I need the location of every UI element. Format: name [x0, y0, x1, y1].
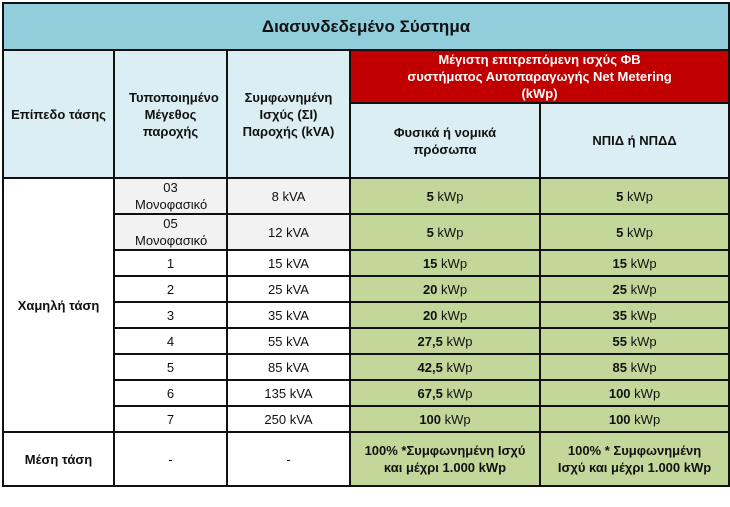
cell-public-entities: 100 kWp — [540, 380, 729, 406]
cell-supply-size: 5 — [114, 354, 227, 380]
cell-public-entities: 85 kWp — [540, 354, 729, 380]
cell-supply-size: - — [114, 432, 227, 486]
cell-natural-legal: 15 kWp — [350, 250, 540, 276]
cell-natural-legal: 67,5 kWp — [350, 380, 540, 406]
table-row-medium-voltage — [3, 432, 729, 486]
cell-natural-legal: 5 kWp — [350, 178, 540, 214]
net-metering-table — [2, 2, 730, 487]
cell-natural-legal: 100 kWp — [350, 406, 540, 432]
cell-natural-legal: 42,5 kWp — [350, 354, 540, 380]
cell-agreed-power: 25 kVA — [227, 276, 350, 302]
cell-public-entities: 5 kWp — [540, 178, 729, 214]
cell-natural-legal: 20 kWp — [350, 276, 540, 302]
group-low-voltage: Χαμηλή τάση — [3, 178, 114, 432]
cell-public-entities: 5 kWp — [540, 214, 729, 250]
group-medium-voltage: Μέση τάση — [3, 432, 114, 486]
table-title: Διασυνδεδεμένο Σύστημα — [3, 3, 729, 50]
cell-public-entities: 25 kWp — [540, 276, 729, 302]
header-supply-size: Τυποποιημένο Μέγεθος παροχής — [114, 50, 227, 178]
cell-supply-size: 03 Μονοφασικό — [114, 178, 227, 214]
cell-agreed-power: 135 kVA — [227, 380, 350, 406]
header-natural-legal: Φυσικά ή νομικά πρόσωπα — [350, 103, 540, 178]
cell-agreed-power: 12 kVA — [227, 214, 350, 250]
cell-supply-size: 1 — [114, 250, 227, 276]
cell-natural-legal: 20 kWp — [350, 302, 540, 328]
header-voltage-level: Επίπεδο τάσης — [3, 50, 114, 178]
cell-supply-size: 7 — [114, 406, 227, 432]
cell-public-entities: 55 kWp — [540, 328, 729, 354]
cell-supply-size: 05 Μονοφασικό — [114, 214, 227, 250]
cell-public-entities: 100% * Συμφωνημένη Ισχύ και μέχρι 1.000 kWp — [540, 432, 729, 486]
cell-natural-legal: 5 kWp — [350, 214, 540, 250]
table-row — [3, 178, 729, 214]
cell-natural-legal: 27,5 kWp — [350, 328, 540, 354]
cell-public-entities: 15 kWp — [540, 250, 729, 276]
cell-agreed-power: 8 kVA — [227, 178, 350, 214]
cell-agreed-power: 35 kVA — [227, 302, 350, 328]
header-max-power: Μέγιστη επιτρεπόμενη ισχύς ΦΒ συστήματος Αυτοπαραγωγής Net Metering (kWp) — [350, 50, 729, 103]
cell-public-entities: 35 kWp — [540, 302, 729, 328]
cell-agreed-power: 15 kVA — [227, 250, 350, 276]
cell-supply-size: 4 — [114, 328, 227, 354]
cell-supply-size: 3 — [114, 302, 227, 328]
header-agreed-power: Συμφωνημένη Ισχύς (ΣΙ) Παροχής (kVA) — [227, 50, 350, 178]
cell-agreed-power: 55 kVA — [227, 328, 350, 354]
cell-natural-legal: 100% *Συμφωνημένη Ισχύ και μέχρι 1.000 kWp — [350, 432, 540, 486]
cell-supply-size: 2 — [114, 276, 227, 302]
cell-agreed-power: - — [227, 432, 350, 486]
cell-supply-size: 6 — [114, 380, 227, 406]
cell-agreed-power: 85 kVA — [227, 354, 350, 380]
cell-public-entities: 100 kWp — [540, 406, 729, 432]
header-public-entities: ΝΠΙΔ ή ΝΠΔΔ — [540, 103, 729, 178]
cell-agreed-power: 250 kVA — [227, 406, 350, 432]
